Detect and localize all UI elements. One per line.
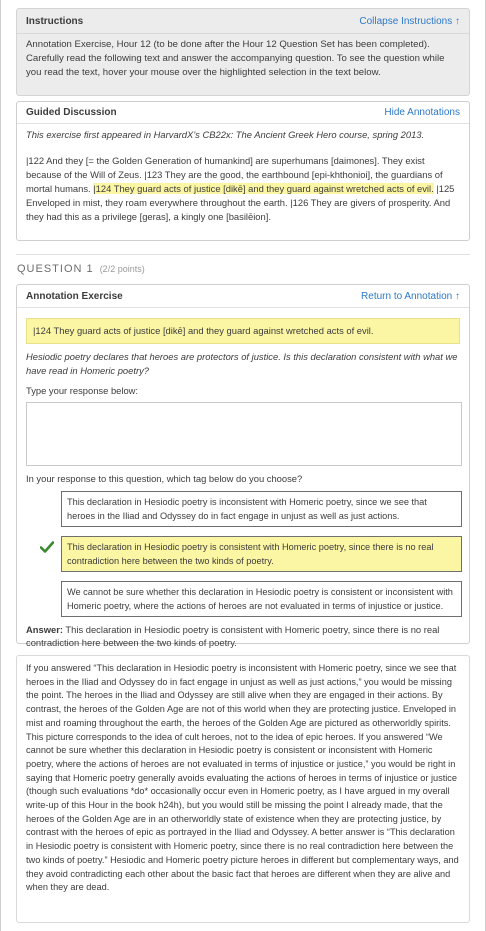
check-icon <box>40 541 54 553</box>
tag-option-consistent-label: This declaration in Hesiodic poetry is consistent with Homeric poetry, since there is no real contradiction here between the two kinds of poetry. <box>67 542 434 566</box>
explanation-text: If you answered “This declaration in Hesiodic poetry is inconsistent with Homeric poetry, since we see that heroes in the Iliad and Odyssey do in fact engage in unjust as well as just actions,” you would be missing the point. The heroes in the Iliad and Odyssey are still alive when they are engaged in their actions. By contrast, the heroes of the Golden Age are not of this world when they are protecting justice. Enveloped in mist and roaming throughout the earth, the heroes of the Golden Age are pictured as otherworldly spirits. This picture corresponds to the idea of cult heroes, not to the idea of epic heroes. If you answered “We cannot be sure whether this declaration in Hesiodic poetry is consistent or inconsistent with Homeric poetry, where the actions of heroes are not evaluated in terms of injustice or justice,” you would be right in saying that Homeric poetry generally avoids evaluating the actions of heroes in terms of injustice or justice (though such evaluations *do* occasionally occur even in Homeric poetry, as I have argued in my overall write-up of this Hour in the book h24h), but you would still be missing the point I already made, that the heroes of the Golden Age are in an otherworldly state of existence when they are protecting justice, by contrast with the heroes of epic as portrayed in the Iliad and Odyssey. A better answer is “This declaration in Hesiodic poetry is consistent with Homeric poetry, since there is no real contradiction here between the two kinds of poetry.” Hesiodic and Homeric poetry picture heroes in different but complementary ways, and they avoid contradicting each other about the basic fact that heroes are different when they are alive and when they are dead. <box>26 663 459 893</box>
exercise-body <box>17 308 469 649</box>
hide-annotations-link[interactable]: Hide Annotations <box>384 107 460 118</box>
return-to-annotation-link[interactable]: Return to Annotation ↑ <box>361 291 460 302</box>
collapse-instructions-link[interactable]: Collapse Instructions ↑ <box>359 16 460 27</box>
exercise-prompt: Hesiodic poetry declares that heroes are protectors of justice. Is this declaration consistent with what we have read in Homeric poetry? <box>26 351 458 376</box>
annotation-exercise-panel <box>16 284 470 648</box>
tag-question: In your response to this question, which tag below do you choose? <box>26 473 303 484</box>
guided-discussion-body <box>17 124 469 224</box>
tag-option-inconsistent[interactable]: This declaration in Hesiodic poetry is inconsistent with Homeric poetry, since we see that heroes in the Iliad and Odyssey do in fact engage in unjust as well as just actions. <box>61 491 462 527</box>
answer-text: This declaration in Hesiodic poetry is consistent with Homeric poetry, since there is no real contradiction here between the two kinds of poetry. <box>26 624 440 648</box>
instructions-text: Annotation Exercise, Hour 12 (to be done after the Hour 12 Question Set has been completed). Carefully read the following text and answer the accompanying question. To see the question while you read the text, hover your mouse over the highlighted selection in the text below. <box>26 39 445 78</box>
guided-discussion-panel <box>16 101 470 241</box>
guided-discussion-header <box>17 102 469 124</box>
quoted-highlight: |124 They guard acts of justice [dikē] and they guard against wretched acts of evil. <box>26 318 460 344</box>
question-points: (2/2 points) <box>99 264 145 274</box>
exercise-header <box>17 285 469 308</box>
section-divider <box>16 254 470 255</box>
course-intro: This exercise first appeared in HarvardX’s CB22x: The Ancient Greek Hero course, spring 2013. <box>26 129 425 140</box>
passage-before: |122 And they [= the Golden Generation of humankind] are superhumans [daimones]. They exist because of the Will of Zeus. |123 They are the good, the earthbound [epi-khthonioi], the guardians of mortal humans. <box>26 155 443 194</box>
response-label: Type your response below: <box>26 385 139 396</box>
instructions-title: Instructions <box>26 16 84 27</box>
tag-option-uncertain[interactable]: We cannot be sure whether this declaration in Hesiodic poetry is consistent or inconsistent with Homeric poetry, where the actions of heroes are not evaluated in terms of injustice or justice. <box>61 581 462 617</box>
exercise-title: Annotation Exercise <box>26 291 123 302</box>
answer-label: Answer: <box>26 624 63 635</box>
passage-text <box>26 154 460 224</box>
tag-option-consistent[interactable] <box>61 536 462 572</box>
answer-line <box>26 623 460 649</box>
instructions-panel <box>16 8 470 96</box>
question-title: QUESTION 1 <box>17 263 94 275</box>
highlighted-selection[interactable]: |124 They guard acts of justice [dikē] and they guard against wretched acts of evil. <box>93 183 434 194</box>
passage-after: |125 Enveloped in mist, they roam everywhere throughout the earth. |126 They are givers of prosperity. And they had this as a privilege [geras], a kingly one [basilēion]. <box>26 183 455 222</box>
explanation-panel <box>16 655 470 923</box>
instructions-header <box>17 9 469 34</box>
response-textarea[interactable] <box>26 402 462 466</box>
guided-discussion-title: Guided Discussion <box>26 107 117 118</box>
question-heading <box>17 262 145 277</box>
